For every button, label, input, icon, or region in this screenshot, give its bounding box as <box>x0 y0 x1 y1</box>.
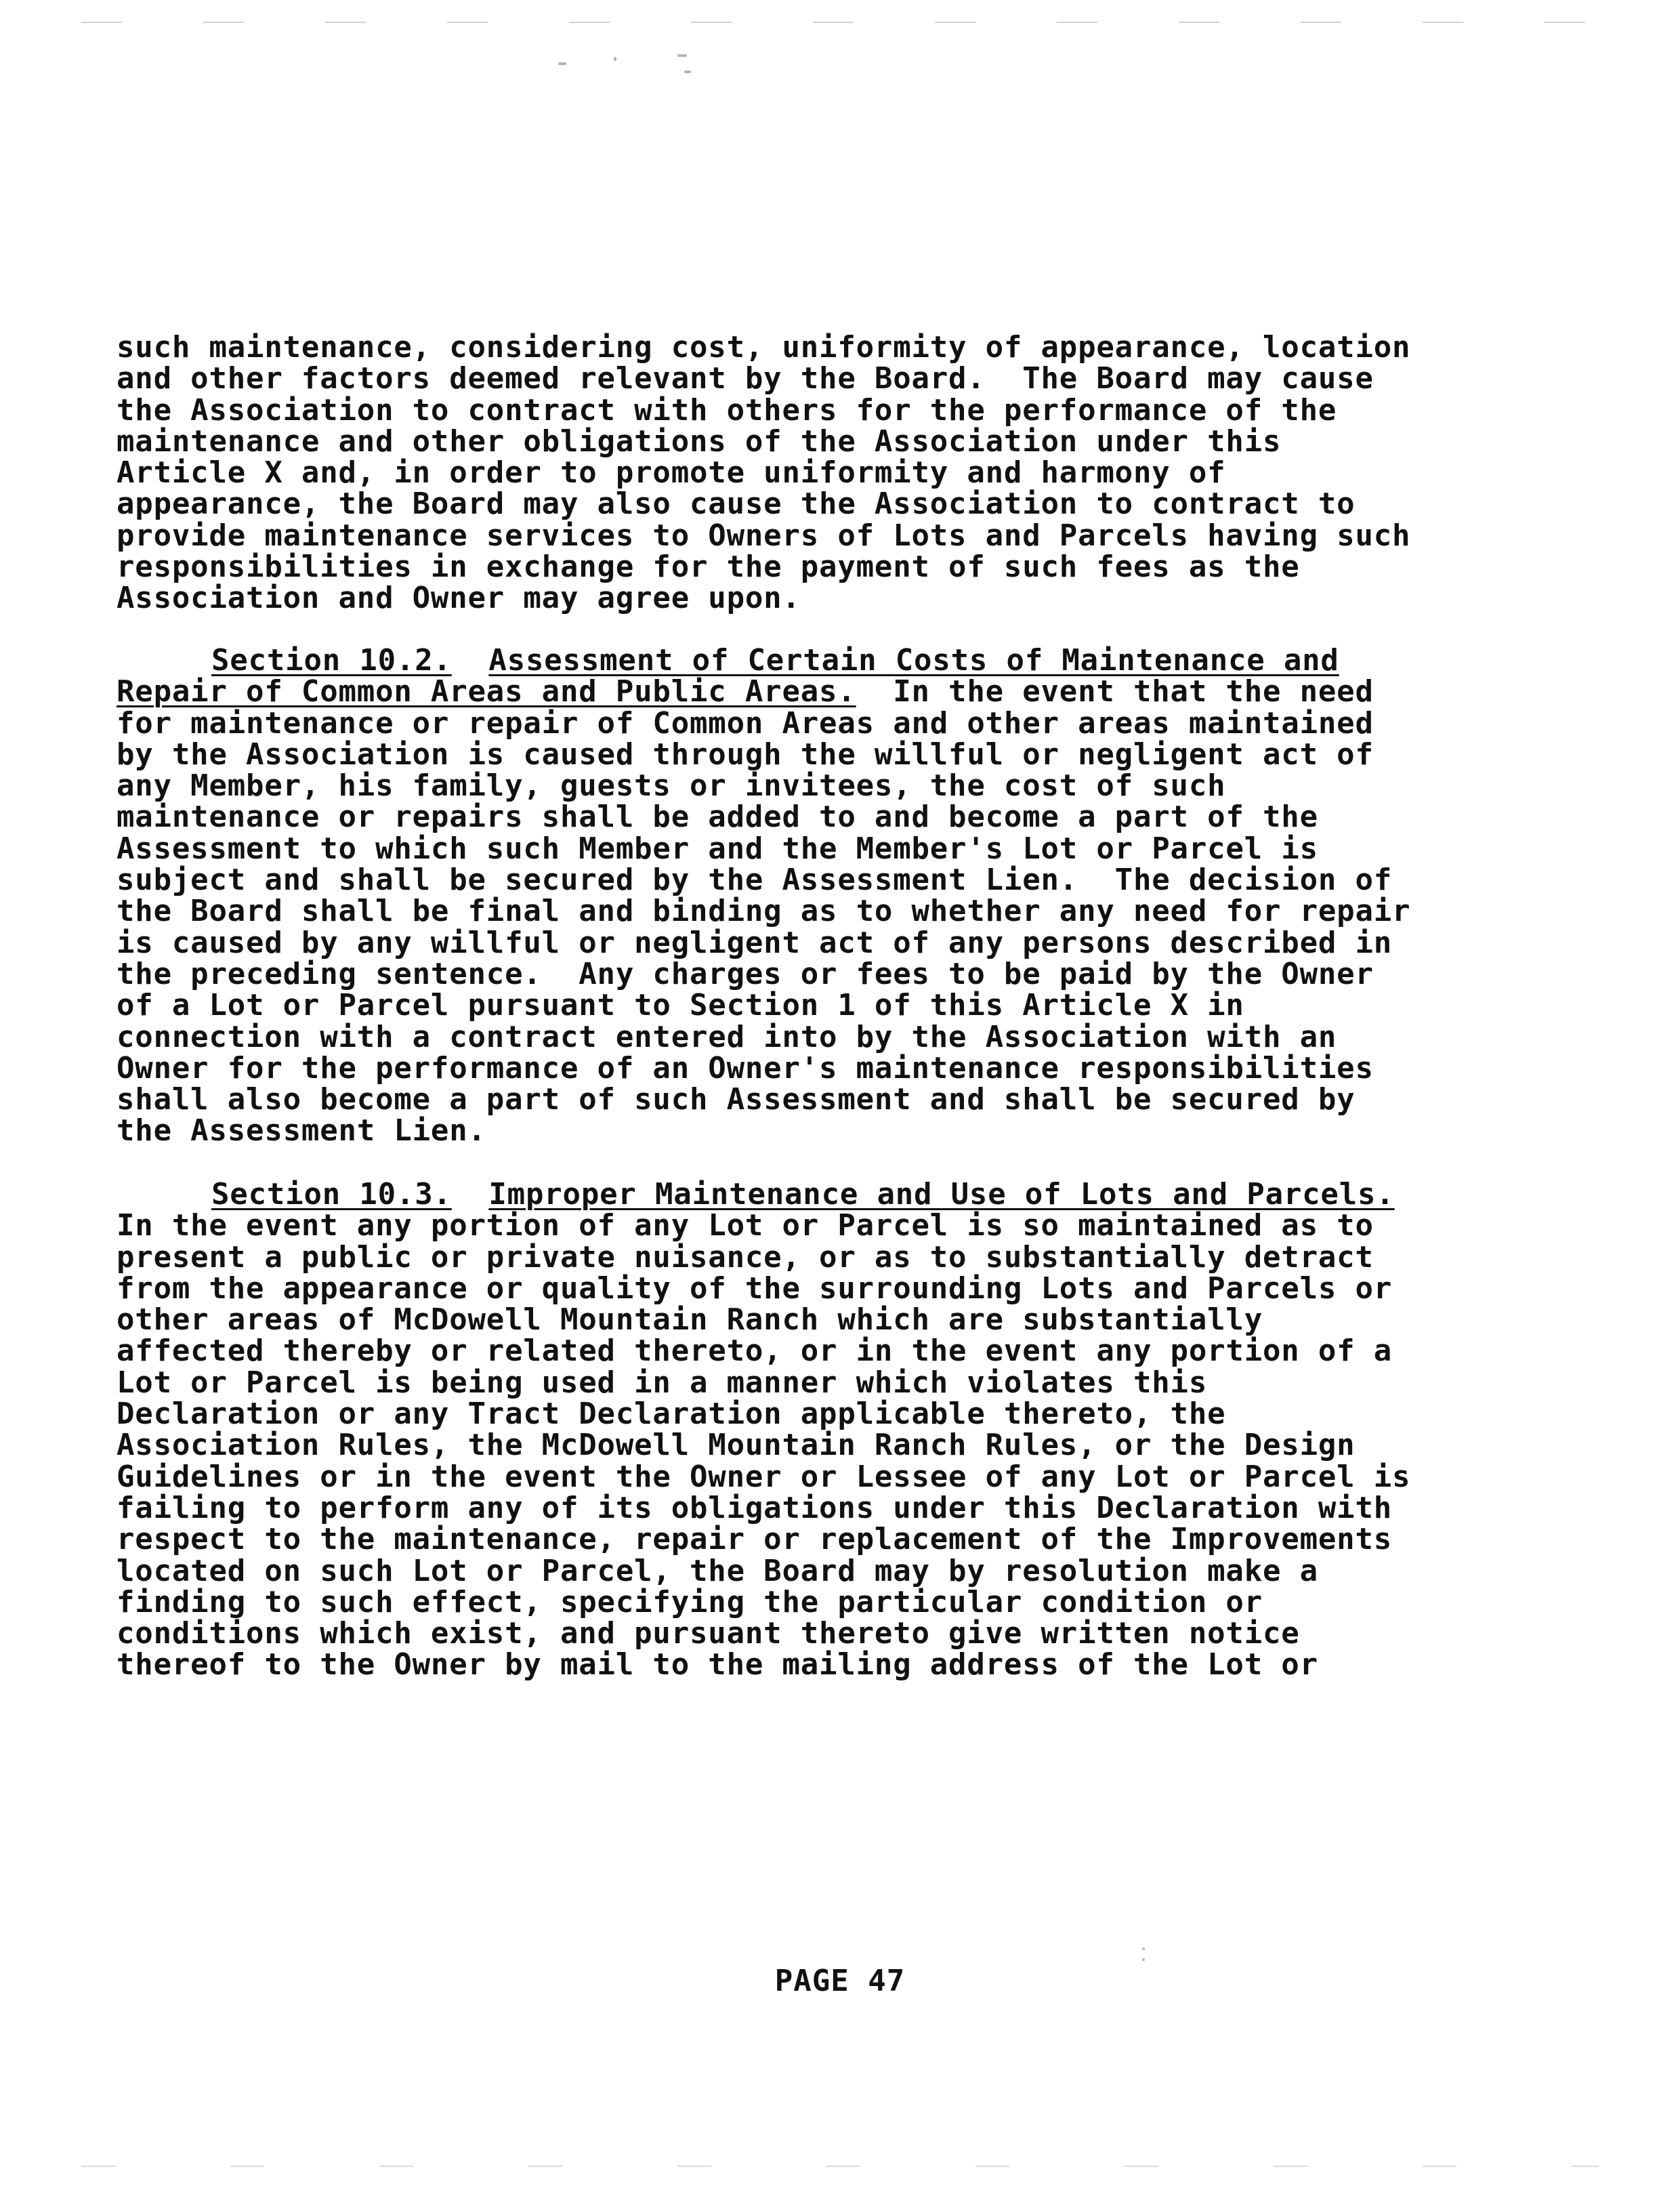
section-10-3-heading-line <box>117 1179 1512 1210</box>
section-10-2-lead-in: In the event that the need <box>856 674 1374 709</box>
section-10-2-heading-line-1 <box>117 645 1512 676</box>
section-10-2-number: Section 10.2. <box>211 643 452 678</box>
scan-artifact-speck <box>558 62 566 65</box>
scan-artifact-top-line <box>81 22 1599 23</box>
section-10-2-body: for maintenance or repair of Common Areas and other areas maintained by the Association is caused through the willful or negligent act of any Member, his family, guests or invitees, the cost of such maintenance or repairs shall be added to and become a part of the Assessment to which such Member and the Member's Lot or Parcel is subject and shall be secured by the Assessment Lien. The decision of the Board shall be final and binding as to whether any need for repair is caused by any willful or negligent act of any persons described in the preceding sentence. Any charges or fees to be paid by the Owner of a Lot or Parcel pursuant to Section 1 of this Article X in connection with a contract entered into by the Association with an Owner for the performance of an Owner's maintenance responsibilities shall also become a part of such Assessment and shall be secured by the Assessment Lien. <box>117 705 1411 1149</box>
page-number: PAGE 47 <box>774 1964 906 1998</box>
scan-artifact-speck <box>677 54 687 57</box>
section-10-3 <box>117 1179 1512 1681</box>
section-10-3-number: Section 10.3. <box>211 1177 452 1212</box>
paragraph-continuation: such maintenance, considering cost, uniformity of appearance, location and other factors deemed relevant by the Board. The Board may cause the Association to contract with others for the performance of the maintenance and other obligations of the Association under this Article X and, in order to promote uniformity and harmony of appearance, the Board may also cause the Association to contract to provide maintenance services to Owners of Lots and Parcels having such responsibilities in exchange for the payment of such fees as the Association and Owner may agree upon. <box>117 330 1411 616</box>
scan-artifact-speck <box>1142 1947 1145 1950</box>
section-10-2-heading-part-1: Assessment of Certain Costs of Maintenance and <box>488 643 1339 678</box>
scan-artifact-speck <box>684 70 691 73</box>
section-10-2-heading-line-2 <box>117 676 1512 707</box>
scan-artifact-speck <box>1142 1958 1145 1961</box>
section-10-2 <box>117 645 1512 1147</box>
section-10-3-heading: Improper Maintenance and Use of Lots and Parcels. <box>488 1177 1395 1212</box>
section-10-3-body: In the event any portion of any Lot or Parcel is so maintained as to present a public or private nuisance, or as to substantially detract from the appearance or quality of the surrounding Lots and Parcels or other areas of McDowell Mountain Ranch which are substantially affected thereby or related thereto, or in the event any portion of a Lot or Parcel is being used in a manner which violates this Declaration or any Tract Declaration applicable thereto, the Association Rules, the McDowell Mountain Ranch Rules, or the Design Guidelines or in the event the Owner or Lessee of any Lot or Parcel is failing to perform any of its obligations under this Declaration with respect to the maintenance, repair or replacement of the Improvements located on such Lot or Parcel, the Board may by resolution make a finding to such effect, specifying the particular condition or conditions which exist, and pursuant thereto give written notice thereof to the Owner by mail to the mailing address of the Lot or <box>117 1208 1411 1682</box>
scan-artifact-speck <box>614 57 616 61</box>
scan-artifact-bottom-line <box>81 2166 1599 2167</box>
section-10-2-heading-part-2: Repair of Common Areas and Public Areas. <box>117 674 856 709</box>
